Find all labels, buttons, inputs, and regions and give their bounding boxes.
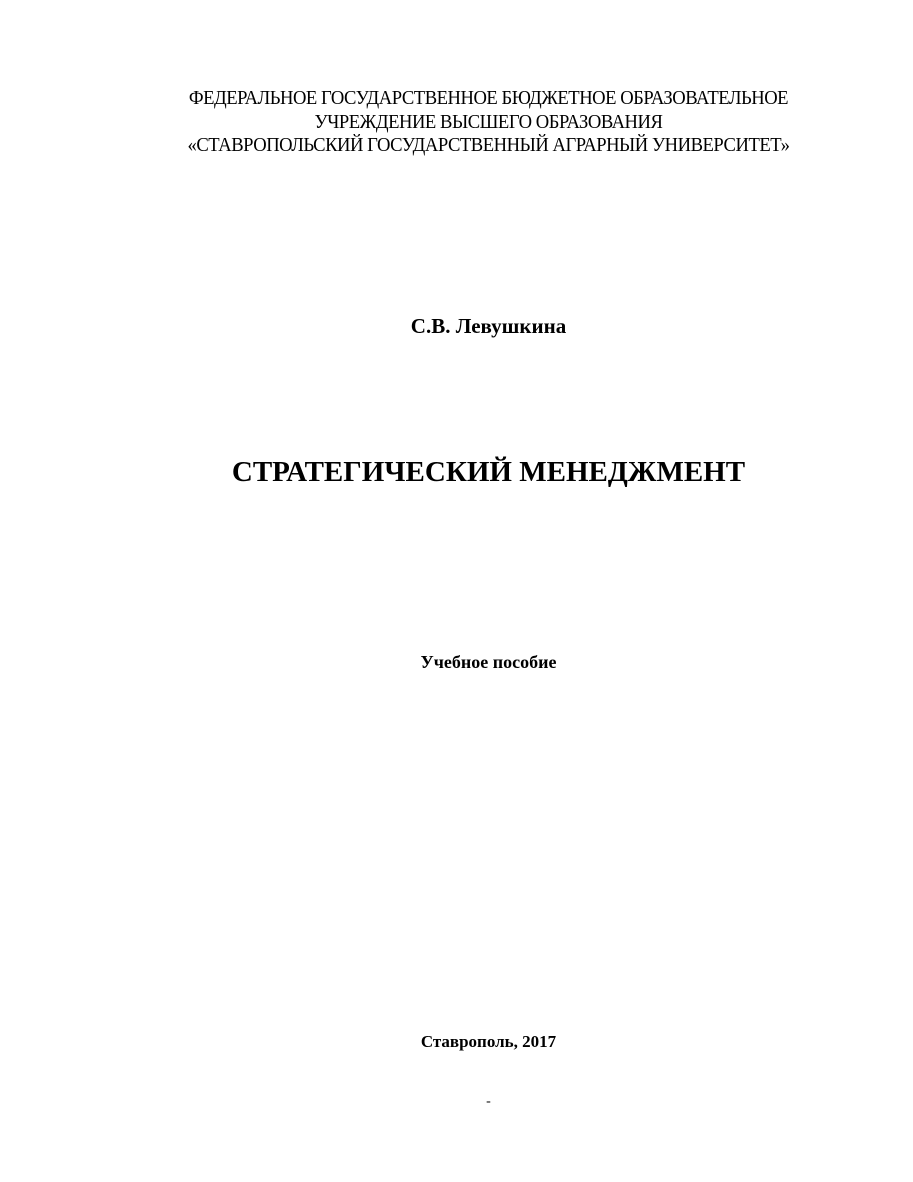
author-name: С.В. Левушкина bbox=[410, 314, 567, 338]
place-and-year: Ставрополь, 2017 bbox=[420, 1032, 557, 1051]
institution-line-2: УЧРЕЖДЕНИЕ ВЫСШЕГО ОБРАЗОВАНИЯ bbox=[314, 111, 663, 133]
institution-line-3: «СТАВРОПОЛЬСКИЙ ГОСУДАРСТВЕННЫЙ АГРАРНЫЙ УНИВЕРСИТЕТ» bbox=[187, 134, 790, 156]
book-title: СТРАТЕГИЧЕСКИЙ МЕНЕДЖМЕНТ bbox=[231, 456, 746, 488]
book-type: Учебное пособие bbox=[420, 652, 557, 672]
institution-line-1: ФЕДЕРАЛЬНОЕ ГОСУДАРСТВЕННОЕ БЮДЖЕТНОЕ ОБРАЗОВАТЕЛЬНОЕ bbox=[188, 87, 789, 109]
page-mark: - bbox=[486, 1094, 491, 1109]
